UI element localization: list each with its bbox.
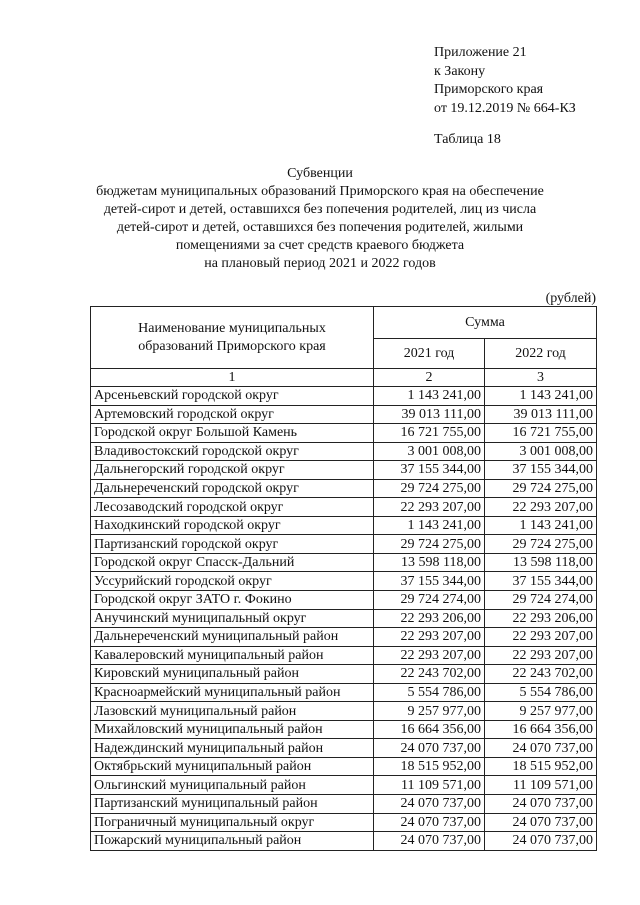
amount-2021: 22 243 702,00 xyxy=(374,665,485,684)
table-row xyxy=(91,535,597,554)
appendix-block xyxy=(434,44,576,118)
municipality-name: Пограничный муниципальный округ xyxy=(91,813,374,832)
table-row xyxy=(91,739,597,758)
table-row xyxy=(91,442,597,461)
table-row xyxy=(91,795,597,814)
municipality-name: Анучинский муниципальный округ xyxy=(91,609,374,628)
municipality-name: Дальнереченский муниципальный район xyxy=(91,628,374,647)
amount-2022: 39 013 111,00 xyxy=(485,405,597,424)
municipality-name: Находкинский городской округ xyxy=(91,516,374,535)
amount-2022: 29 724 274,00 xyxy=(485,591,597,610)
title-line: на плановый период 2021 и 2022 годов xyxy=(204,256,436,271)
table-row xyxy=(91,702,597,721)
amount-2021: 22 293 206,00 xyxy=(374,609,485,628)
appendix-line: Приморского края xyxy=(434,82,544,97)
document-title xyxy=(70,165,570,273)
municipality-name: Дальнереченский городской округ xyxy=(91,479,374,498)
amount-2021: 39 013 111,00 xyxy=(374,405,485,424)
amount-2021: 9 257 977,00 xyxy=(374,702,485,721)
table-row xyxy=(91,572,597,591)
municipality-name: Надеждинский муниципальный район xyxy=(91,739,374,758)
amount-2022: 1 143 241,00 xyxy=(485,387,597,406)
title-line: помещениями за счет средств краевого бюджета xyxy=(175,238,465,253)
municipality-name: Уссурийский городской округ xyxy=(91,572,374,591)
table-row xyxy=(91,424,597,443)
amount-2021: 22 293 207,00 xyxy=(374,498,485,517)
amount-2022: 24 070 737,00 xyxy=(485,795,597,814)
amount-2022: 3 001 008,00 xyxy=(485,442,597,461)
amount-2021: 11 109 571,00 xyxy=(374,776,485,795)
table-row xyxy=(91,609,597,628)
municipality-name: Дальнегорский городской округ xyxy=(91,461,374,480)
table-row xyxy=(91,683,597,702)
table-row xyxy=(91,405,597,424)
amount-2021: 3 001 008,00 xyxy=(374,442,485,461)
amount-2021: 22 293 207,00 xyxy=(374,646,485,665)
municipality-name: Арсеньевский городской округ xyxy=(91,387,374,406)
amount-2021: 22 293 207,00 xyxy=(374,628,485,647)
amount-2021: 13 598 118,00 xyxy=(374,553,485,572)
municipality-name: Пожарский муниципальный район xyxy=(91,832,374,851)
title-line: Субвенции xyxy=(287,166,353,181)
table-row xyxy=(91,832,597,851)
municipality-name: Городской округ ЗАТО г. Фокино xyxy=(91,591,374,610)
header-name-line: образований Приморского края xyxy=(138,338,326,354)
municipality-name: Лазовский муниципальный район xyxy=(91,702,374,721)
table-row xyxy=(91,665,597,684)
amount-2022: 22 293 206,00 xyxy=(485,609,597,628)
municipality-name: Октябрьский муниципальный район xyxy=(91,757,374,776)
amount-2022: 29 724 275,00 xyxy=(485,479,597,498)
amount-2021: 1 143 241,00 xyxy=(374,516,485,535)
table-row xyxy=(91,628,597,647)
municipality-name: Красноармейский муниципальный район xyxy=(91,683,374,702)
table-row xyxy=(91,516,597,535)
table-row xyxy=(91,591,597,610)
column-number: 1 xyxy=(91,369,374,387)
header-year-2022: 2022 год xyxy=(485,339,597,369)
table-row xyxy=(91,757,597,776)
amount-2021: 16 721 755,00 xyxy=(374,424,485,443)
amount-2022: 22 243 702,00 xyxy=(485,665,597,684)
amount-2022: 16 721 755,00 xyxy=(485,424,597,443)
amount-2022: 22 293 207,00 xyxy=(485,646,597,665)
header-year-2021: 2021 год xyxy=(374,339,485,369)
municipality-name: Михайловский муниципальный район xyxy=(91,720,374,739)
column-number: 2 xyxy=(374,369,485,387)
amount-2022: 5 554 786,00 xyxy=(485,683,597,702)
table-row xyxy=(91,553,597,572)
municipality-name: Кавалеровский муниципальный район xyxy=(91,646,374,665)
appendix-line: Приложение 21 xyxy=(434,45,527,60)
appendix-line: к Закону xyxy=(434,63,486,79)
amount-2021: 24 070 737,00 xyxy=(374,832,485,851)
amount-2021: 37 155 344,00 xyxy=(374,461,485,480)
amount-2021: 5 554 786,00 xyxy=(374,683,485,702)
table-row xyxy=(91,646,597,665)
municipality-name: Кировский муниципальный район xyxy=(91,665,374,684)
amount-2022: 24 070 737,00 xyxy=(485,813,597,832)
header-name-line: Наименование муниципальных xyxy=(138,320,326,336)
municipality-name: Владивостокский городской округ xyxy=(91,442,374,461)
amount-2021: 29 724 275,00 xyxy=(374,535,485,554)
municipality-name: Артемовский городской округ xyxy=(91,405,374,424)
title-line: бюджетам муниципальных образований Приморского края на обеспечение xyxy=(96,184,544,199)
municipality-name: Городской округ Спасск-Дальний xyxy=(91,553,374,572)
table-row xyxy=(91,387,597,406)
table-body xyxy=(91,387,597,851)
amount-2022: 22 293 207,00 xyxy=(485,498,597,517)
header-name-column xyxy=(91,307,374,369)
table-number: Таблица 18 xyxy=(434,132,501,147)
municipality-name: Лесозаводский городской округ xyxy=(91,498,374,517)
amount-2021: 16 664 356,00 xyxy=(374,720,485,739)
units-label: (рублей) xyxy=(545,291,596,306)
amount-2022: 9 257 977,00 xyxy=(485,702,597,721)
municipality-name: Партизанский муниципальный район xyxy=(91,795,374,814)
title-line: детей-сирот и детей, оставшихся без попечения родителей, лиц из числа xyxy=(103,202,537,217)
column-number: 3 xyxy=(485,369,597,387)
amount-2021: 1 143 241,00 xyxy=(374,387,485,406)
amount-2022: 37 155 344,00 xyxy=(485,461,597,480)
header-sum: Сумма xyxy=(374,307,597,339)
table-row xyxy=(91,813,597,832)
municipality-name: Партизанский городской округ xyxy=(91,535,374,554)
amount-2021: 18 515 952,00 xyxy=(374,757,485,776)
amount-2022: 24 070 737,00 xyxy=(485,832,597,851)
amount-2021: 29 724 274,00 xyxy=(374,591,485,610)
amount-2021: 37 155 344,00 xyxy=(374,572,485,591)
amount-2021: 29 724 275,00 xyxy=(374,479,485,498)
subsidy-table xyxy=(90,306,597,851)
table-row xyxy=(91,720,597,739)
amount-2022: 13 598 118,00 xyxy=(485,553,597,572)
municipality-name: Городской округ Большой Камень xyxy=(91,424,374,443)
amount-2022: 18 515 952,00 xyxy=(485,757,597,776)
appendix-line: от 19.12.2019 № 664-КЗ xyxy=(434,100,576,116)
table-row xyxy=(91,479,597,498)
amount-2022: 37 155 344,00 xyxy=(485,572,597,591)
table-row xyxy=(91,461,597,480)
amount-2022: 24 070 737,00 xyxy=(485,739,597,758)
amount-2022: 1 143 241,00 xyxy=(485,516,597,535)
amount-2022: 29 724 275,00 xyxy=(485,535,597,554)
table-row xyxy=(91,776,597,795)
amount-2021: 24 070 737,00 xyxy=(374,795,485,814)
table-row xyxy=(91,498,597,517)
amount-2021: 24 070 737,00 xyxy=(374,739,485,758)
amount-2022: 11 109 571,00 xyxy=(485,776,597,795)
municipality-name: Ольгинский муниципальный район xyxy=(91,776,374,795)
amount-2022: 22 293 207,00 xyxy=(485,628,597,647)
amount-2021: 24 070 737,00 xyxy=(374,813,485,832)
amount-2022: 16 664 356,00 xyxy=(485,720,597,739)
title-line: детей-сирот и детей, оставшихся без попечения родителей, жилыми xyxy=(116,220,524,235)
